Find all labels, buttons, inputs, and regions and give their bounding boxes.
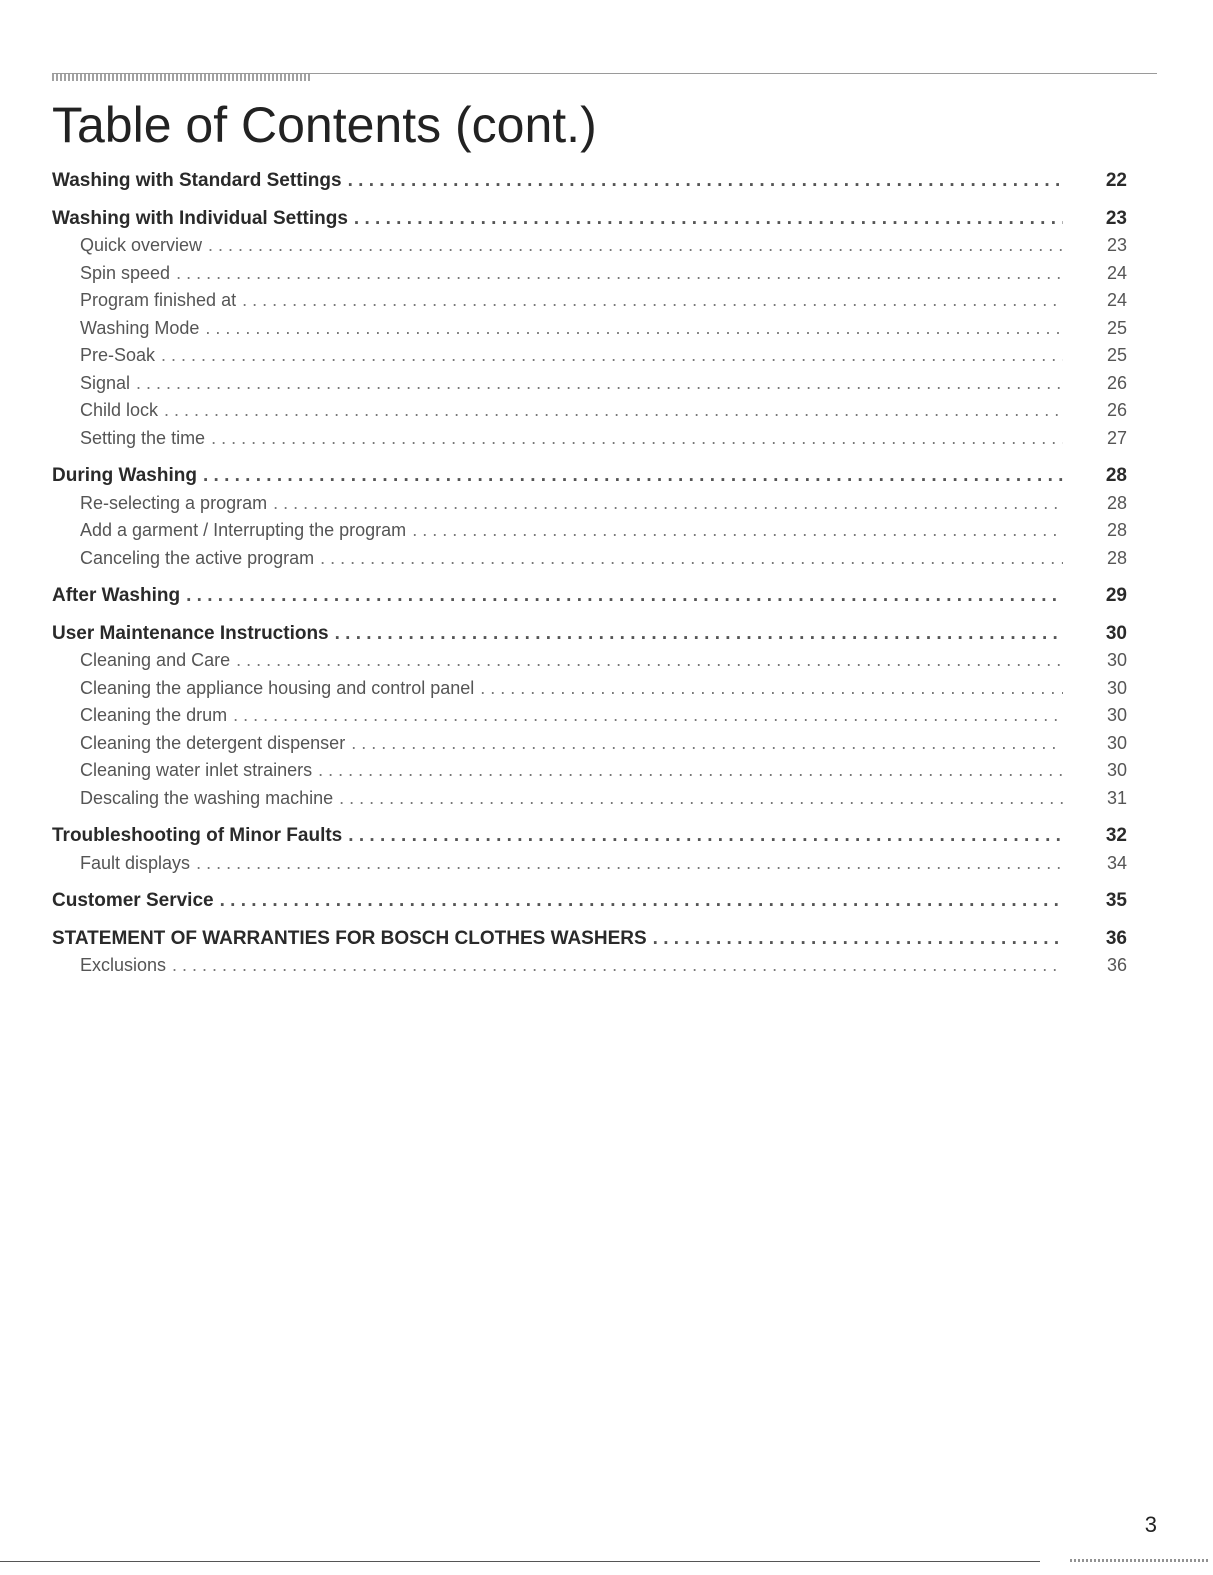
footer-rule-texture xyxy=(1070,1559,1210,1562)
page-title: Table of Contents (cont.) xyxy=(52,97,597,153)
toc-entry-page-number: 30 xyxy=(1106,732,1127,753)
toc-dot-leader xyxy=(211,428,1063,449)
toc-dot-leader xyxy=(176,263,1063,284)
toc-dot-leader xyxy=(339,788,1063,809)
toc-entry-label: Washing with Standard Settings xyxy=(52,170,342,191)
toc-section-entry[interactable] xyxy=(52,585,1127,613)
toc-entry-page-number: 22 xyxy=(1105,170,1127,191)
toc-dot-leader xyxy=(172,955,1063,976)
toc-entry-page-number: 26 xyxy=(1106,372,1127,393)
toc-entry-label: During Washing xyxy=(52,465,197,486)
toc-dot-leader xyxy=(348,825,1063,847)
toc-subsection-entry[interactable] xyxy=(52,290,1127,318)
toc-section-entry[interactable] xyxy=(52,623,1127,651)
toc-entry-page-number: 28 xyxy=(1106,520,1127,540)
toc-subsection-entry[interactable] xyxy=(52,705,1127,733)
toc-entry-label: Cleaning the appliance housing and control panel xyxy=(80,677,475,698)
toc-dot-leader xyxy=(236,650,1063,671)
toc-dot-leader xyxy=(335,623,1063,645)
toc-entry-label: Re-selecting a program xyxy=(80,492,268,513)
toc-entry-label: Cleaning the drum xyxy=(80,705,228,725)
toc-subsection-entry[interactable] xyxy=(52,345,1127,373)
toc-entry-page-number: 24 xyxy=(1106,290,1127,310)
toc-entry-label: Quick overview xyxy=(80,235,203,255)
toc-subsection-entry[interactable] xyxy=(52,733,1127,761)
toc-entry-label: STATEMENT OF WARRANTIES FOR BOSCH CLOTHES WASHERS xyxy=(52,927,647,949)
toc-subsection-entry[interactable] xyxy=(52,760,1127,788)
toc-entry-label: Washing with Individual Settings xyxy=(52,207,348,229)
toc-dot-leader xyxy=(242,290,1063,311)
toc-entry-label: Program finished at xyxy=(80,290,237,310)
toc-dot-leader xyxy=(480,678,1063,699)
toc-entry-label: Signal xyxy=(80,372,131,393)
toc-entry-label: Descaling the washing machine xyxy=(80,787,334,808)
toc-subsection-entry[interactable] xyxy=(52,263,1127,291)
toc-entry-page-number: 25 xyxy=(1106,345,1127,365)
toc-section-entry[interactable] xyxy=(52,465,1127,493)
header-rule-texture xyxy=(52,74,310,81)
toc-subsection-entry[interactable] xyxy=(52,400,1127,428)
toc-entry-page-number: 24 xyxy=(1106,262,1127,283)
toc-entry-page-number: 30 xyxy=(1106,677,1127,698)
toc-dot-leader xyxy=(164,400,1063,421)
toc-dot-leader xyxy=(136,373,1063,394)
toc-entry-label: Pre-Soak xyxy=(80,345,156,365)
toc-subsection-entry[interactable] xyxy=(52,373,1127,401)
toc-entry-page-number: 30 xyxy=(1106,650,1127,670)
toc-entry-label: Troubleshooting of Minor Faults xyxy=(52,825,343,846)
toc-entry-page-number: 36 xyxy=(1106,955,1127,975)
toc-subsection-entry[interactable] xyxy=(52,493,1127,521)
toc-subsection-entry[interactable] xyxy=(52,650,1127,678)
toc-subsection-entry[interactable] xyxy=(52,788,1127,816)
toc-entry-label: Exclusions xyxy=(80,955,167,975)
toc-dot-leader xyxy=(351,733,1063,754)
footer-rule xyxy=(0,1561,1040,1562)
toc-entry-page-number: 26 xyxy=(1106,400,1127,420)
toc-dot-leader xyxy=(412,520,1063,541)
toc-entry-page-number: 30 xyxy=(1106,705,1127,725)
toc-entry-page-number: 35 xyxy=(1105,890,1127,911)
toc-section-entry[interactable] xyxy=(52,208,1127,236)
toc-dot-leader xyxy=(161,345,1063,366)
toc-entry-label: Cleaning and Care xyxy=(80,650,231,670)
toc-dot-leader xyxy=(273,493,1063,514)
toc-subsection-entry[interactable] xyxy=(52,428,1127,456)
toc-entry-page-number: 34 xyxy=(1106,852,1127,873)
toc-entry-page-number: 27 xyxy=(1106,427,1127,448)
toc-dot-leader xyxy=(205,318,1063,339)
toc-entry-label: Customer Service xyxy=(52,890,214,911)
toc-entry-page-number: 36 xyxy=(1105,927,1127,949)
toc-entry-label: Washing Mode xyxy=(80,317,200,338)
toc-entry-page-number: 23 xyxy=(1105,207,1127,229)
toc-subsection-entry[interactable] xyxy=(52,955,1127,983)
toc-subsection-entry[interactable] xyxy=(52,853,1127,881)
toc-entry-label: User Maintenance Instructions xyxy=(52,622,329,644)
toc-entry-label: After Washing xyxy=(52,585,181,606)
toc-entry-label: Setting the time xyxy=(80,427,206,448)
toc-entry-label: Cleaning the detergent dispenser xyxy=(80,732,346,753)
toc-dot-leader xyxy=(320,548,1063,569)
toc-entry-page-number: 28 xyxy=(1106,547,1127,568)
toc-section-entry[interactable] xyxy=(52,825,1127,853)
toc-entry-page-number: 25 xyxy=(1106,317,1127,338)
toc-dot-leader xyxy=(186,585,1063,607)
page-number: 3 xyxy=(1144,1512,1157,1537)
toc-entry-label: Fault displays xyxy=(80,852,191,873)
toc-entry-page-number: 30 xyxy=(1106,760,1127,780)
toc-dot-leader xyxy=(354,208,1063,230)
toc-subsection-entry[interactable] xyxy=(52,318,1127,346)
toc-entry-page-number: 23 xyxy=(1106,235,1127,255)
toc-dot-leader xyxy=(208,235,1063,256)
toc-entry-label: Canceling the active program xyxy=(80,547,315,568)
toc-entry-page-number: 28 xyxy=(1106,492,1127,513)
toc-entry-label: Child lock xyxy=(80,400,159,420)
toc-section-entry[interactable] xyxy=(52,170,1127,198)
toc-subsection-entry[interactable] xyxy=(52,520,1127,548)
toc-entry-page-number: 30 xyxy=(1105,622,1127,644)
toc-entry-page-number: 28 xyxy=(1105,465,1127,486)
toc-subsection-entry[interactable] xyxy=(52,235,1127,263)
toc-entry-page-number: 32 xyxy=(1105,825,1127,846)
toc-subsection-entry[interactable] xyxy=(52,678,1127,706)
toc-entry-page-number: 29 xyxy=(1105,585,1127,606)
toc-entry-page-number: 31 xyxy=(1106,787,1127,808)
toc-entry-label: Add a garment / Interrupting the program xyxy=(80,520,407,540)
toc-dot-leader xyxy=(653,928,1063,950)
table-of-contents xyxy=(52,170,1127,983)
toc-dot-leader xyxy=(233,705,1063,726)
toc-entry-label: Spin speed xyxy=(80,262,171,283)
toc-section-entry[interactable] xyxy=(52,928,1127,956)
toc-subsection-entry[interactable] xyxy=(52,548,1127,576)
toc-dot-leader xyxy=(318,760,1063,781)
toc-dot-leader xyxy=(196,853,1063,874)
toc-dot-leader xyxy=(220,890,1063,912)
toc-entry-label: Cleaning water inlet strainers xyxy=(80,760,313,780)
toc-section-entry[interactable] xyxy=(52,890,1127,918)
toc-dot-leader xyxy=(203,465,1063,487)
toc-dot-leader xyxy=(348,170,1063,192)
